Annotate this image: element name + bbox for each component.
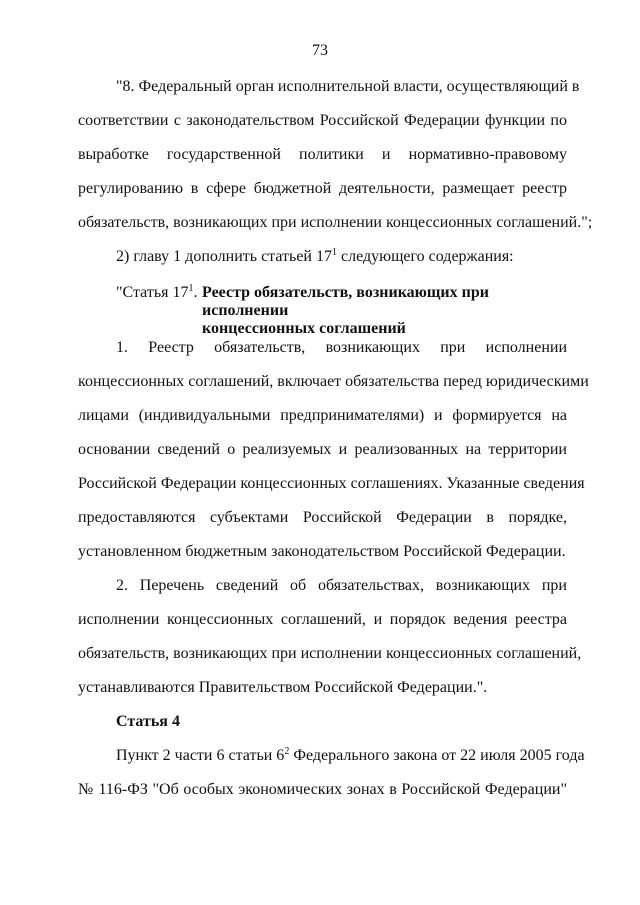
article-title bbox=[202, 284, 562, 338]
article-title-line: Реестр обязательств, возникающих при исполнении bbox=[202, 284, 489, 319]
page-number: 73 bbox=[312, 42, 328, 59]
text-fragment: . bbox=[193, 284, 198, 301]
text-line: обязательств, возникающих при исполнении концессионных соглашений, bbox=[78, 645, 582, 662]
article-label bbox=[116, 284, 198, 302]
text-fragment: 2) главу 1 дополнить статьей 17 bbox=[116, 248, 332, 265]
text-line: установленном бюджетным законодательством Российской Федерации. bbox=[78, 543, 566, 560]
text-line: 2. Перечень сведений об обязательствах, возникающих при bbox=[116, 577, 567, 594]
text-line: 1. Реестр обязательств, возникающих при исполнении bbox=[116, 339, 567, 356]
text-line: исполнении концессионных соглашений, и порядок ведения реестра bbox=[78, 611, 567, 628]
superscript: 1 bbox=[188, 283, 194, 294]
text-line: выработке государственной политики и нормативно-правовому bbox=[78, 146, 567, 163]
text-line: устанавливаются Правительством Российской Федерации.". bbox=[78, 679, 488, 696]
article-4-heading-block bbox=[78, 705, 567, 739]
text-line: № 116-ФЗ "Об особых экономических зонах в Российской Федерации" bbox=[78, 781, 567, 798]
text-line: обязательств, возникающих при исполнении концессионных соглашений."; bbox=[78, 214, 593, 231]
paragraph-item-8 bbox=[78, 70, 593, 240]
text-line bbox=[78, 739, 585, 773]
text-line: Российской Федерации концессионных соглашениях. Указанные сведения bbox=[78, 475, 585, 492]
paragraph-article-4 bbox=[78, 739, 585, 807]
text-line bbox=[78, 240, 567, 274]
paragraph-article-17-1-part-2 bbox=[78, 569, 582, 705]
text-fragment: Федерального закона от 22 июля 2005 года bbox=[289, 747, 585, 764]
text-line: предоставляются субъектами Российской Федерации в порядке, bbox=[78, 509, 567, 526]
paragraph-amend-chapter-1 bbox=[78, 240, 567, 274]
document-body bbox=[78, 70, 593, 807]
text-fragment: следующего содержания: bbox=[337, 248, 514, 265]
text-fragment: "Статья 17 bbox=[116, 284, 189, 301]
paragraph-article-17-1-part-1 bbox=[78, 331, 589, 569]
text-line: соответствии с законодательством Российской Федерации функции по bbox=[78, 112, 567, 129]
text-line: концессионных соглашений, включает обязательства перед юридическими bbox=[78, 373, 589, 390]
text-line: регулированию в сфере бюджетной деятельности, размещает реестр bbox=[78, 180, 567, 197]
article-17-1-heading bbox=[78, 274, 567, 337]
text-line: лицами (индивидуальными предпринимателями) и формируется на bbox=[78, 407, 567, 424]
text-fragment: Пункт 2 части 6 статьи 6 bbox=[116, 747, 285, 764]
superscript: 2 bbox=[284, 746, 290, 757]
article-4-heading: Статья 4 bbox=[116, 713, 180, 730]
text-line: "8. Федеральный орган исполнительной власти, осуществляющий в bbox=[116, 78, 580, 95]
article-title-line: концессионных соглашений bbox=[202, 320, 406, 337]
text-line: основании сведений о реализуемых и реализованных на территории bbox=[78, 441, 567, 458]
superscript: 1 bbox=[332, 247, 337, 258]
